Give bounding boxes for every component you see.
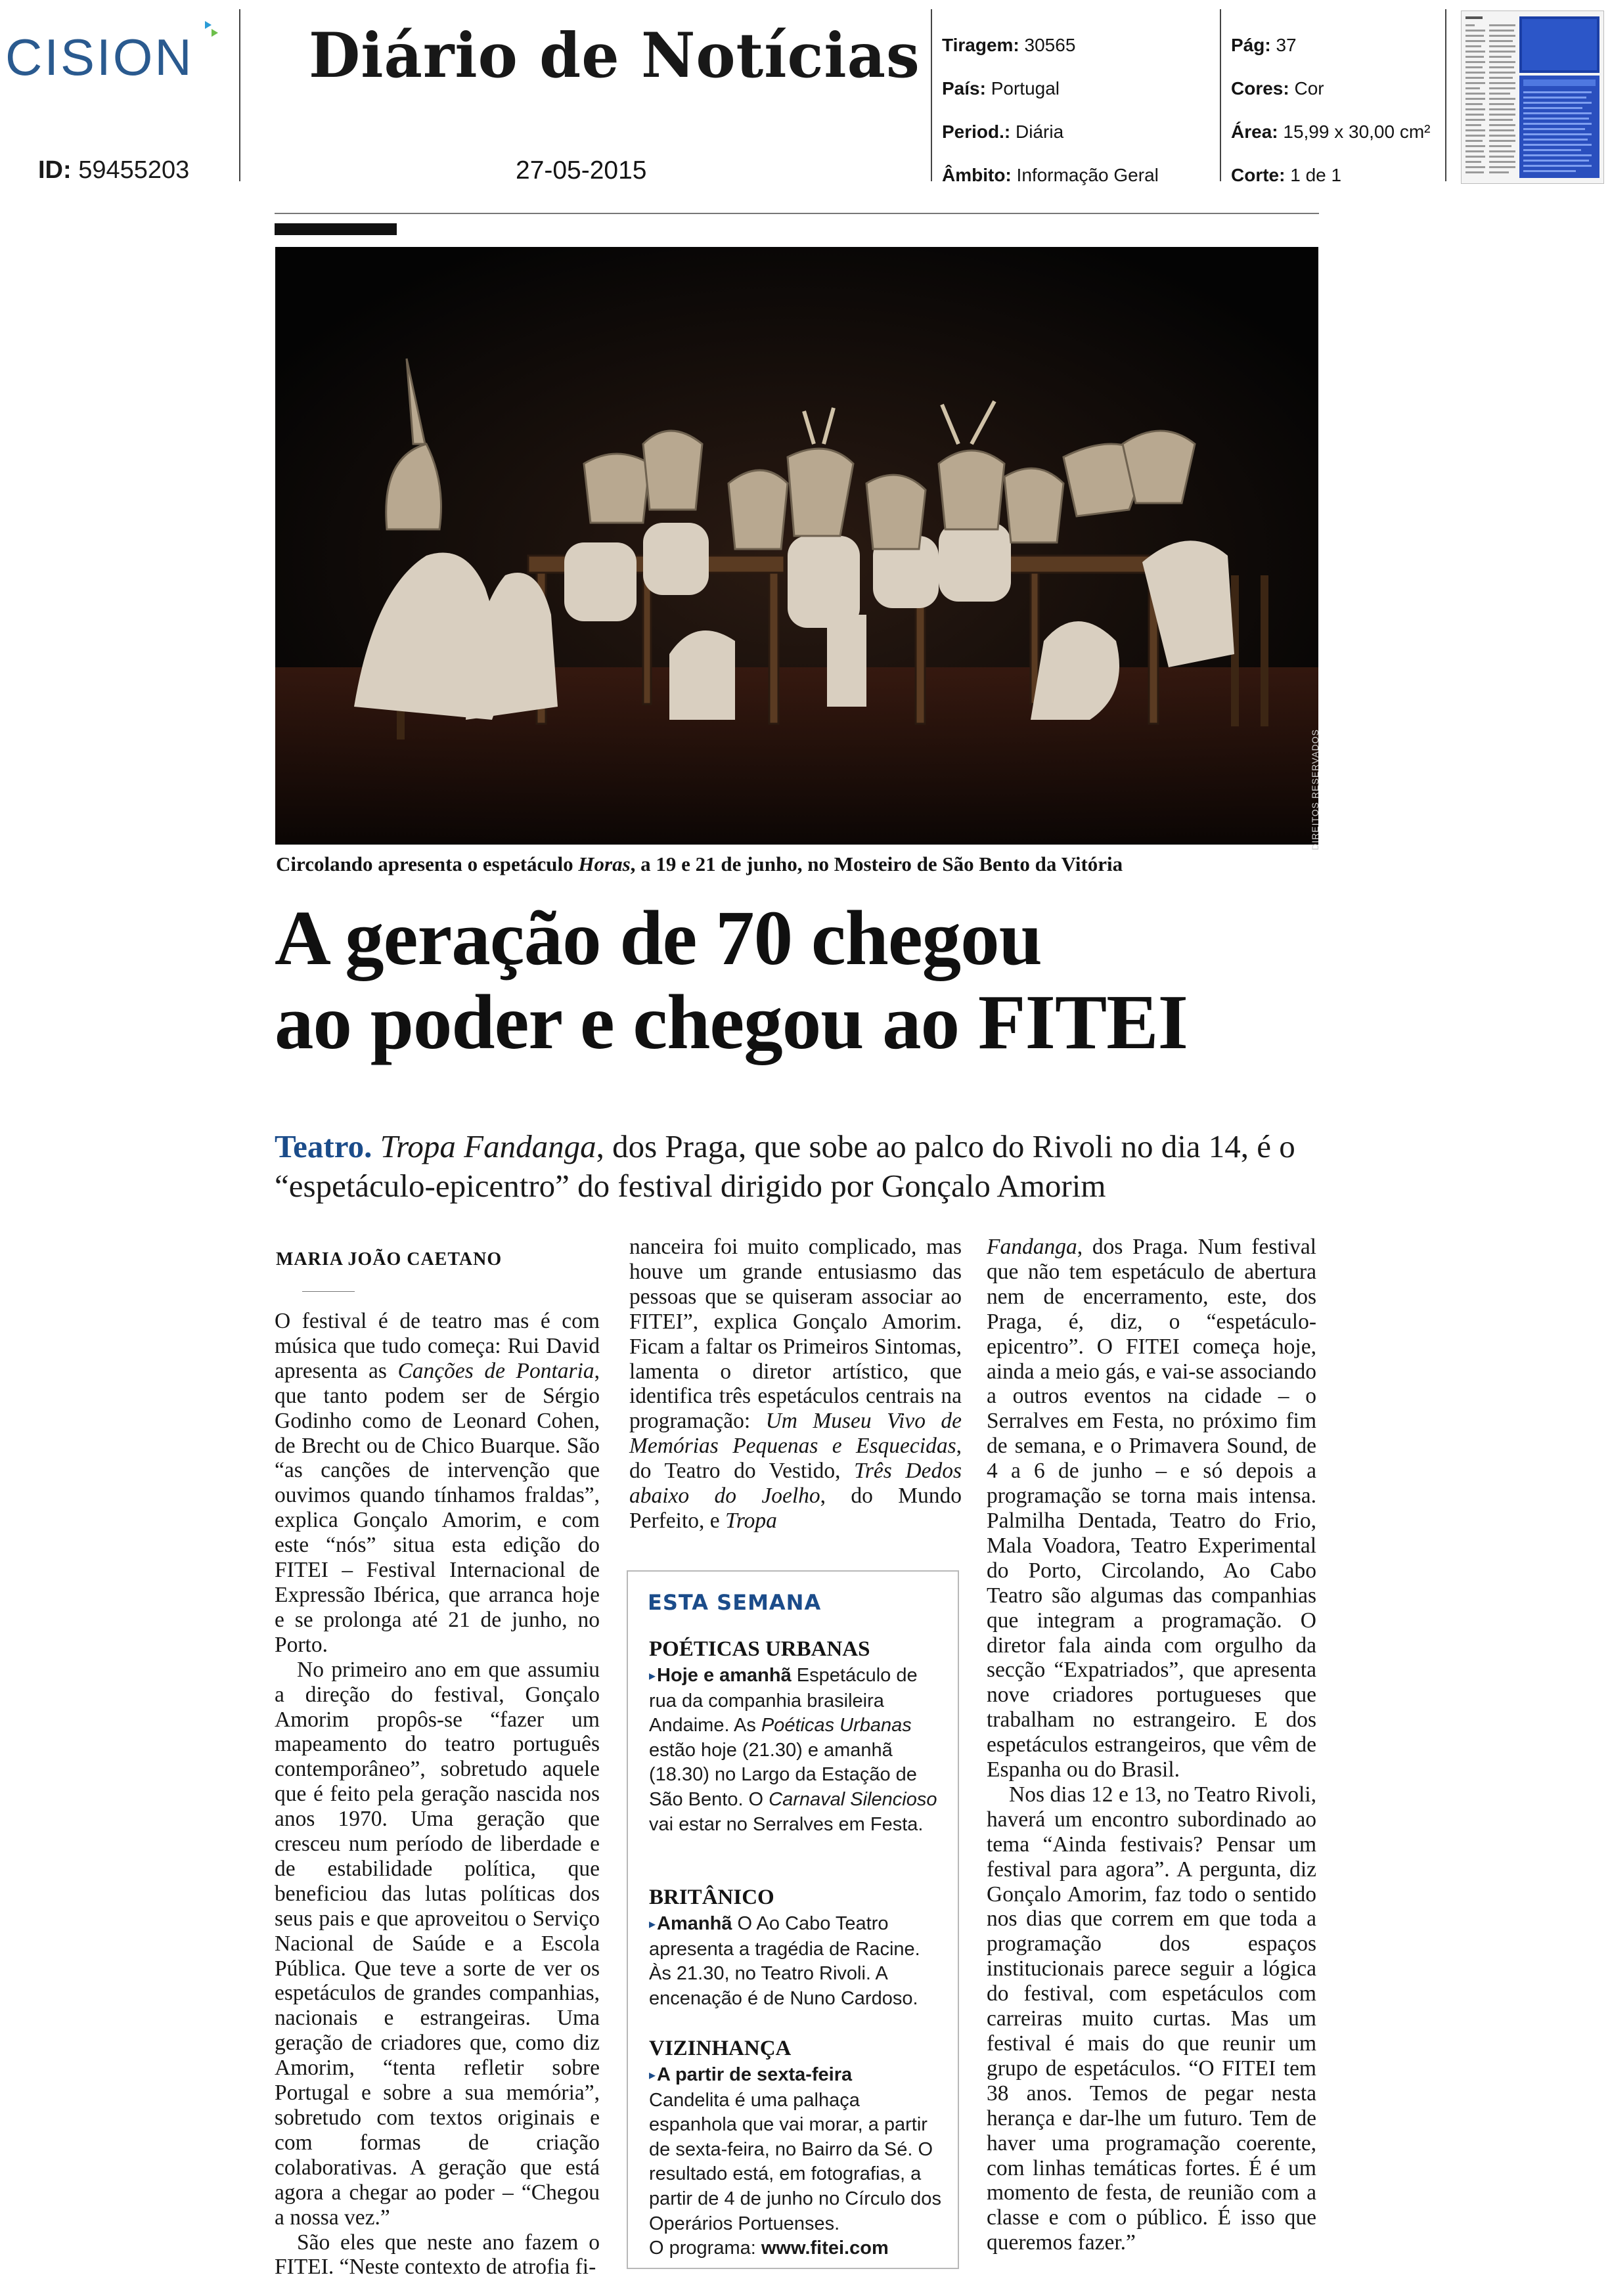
sidebar-program-link: O programa: www.fitei.com — [649, 2238, 889, 2259]
section-marker-bar — [275, 223, 397, 235]
article-column-1 — [275, 1309, 600, 2280]
id-value: 59455203 — [78, 156, 190, 184]
page-rule — [275, 213, 1319, 214]
triangle-bullet-icon: ▸ — [649, 1917, 656, 1932]
header-divider — [1220, 9, 1221, 181]
paragraph: No primeiro ano em que assumiu a direção do festival, Gonçalo Amorim propôs-se “fazer um mapeamento do teatro português contemporâneo”, sobretudo aquele que é feito pela geração nascida nos anos 1970. Uma geração que cresceu num período de liberdade e de estabilidade política, que beneficiou das lutas políticas dos seus pais e que aproveitou o Serviço Nacional de Saúde e a Escola Pública. Que teve a sorte de ver os espetáculos de grandes companhias, nacionais e estrangeiras. Uma geração de criadores que, como diz Amorim, “tenta refletir sobre Portugal e sobre a sua memória”, sobretudo com textos originais e com formas de criação colaborativas. A geração que está agora a chegar ao poder – “Chegou a nossa vez.” — [275, 1657, 600, 2230]
headline-line: ao poder e chegou ao FITEI — [275, 979, 1188, 1065]
page-thumbnail — [1461, 11, 1604, 184]
article-column-3 — [987, 1235, 1316, 2255]
sidebar-item-vizinhanca — [649, 2034, 946, 2261]
sidebar-item-lead: ▸A partir de sexta-feira — [649, 2064, 853, 2085]
paragraph: nanceira foi muito complicado, mas houve um grande entusiasmo das pessoas que se quiseram associar ao FITEI”, explica Gonçalo Amorim. Ficam a faltar os Primeiros Sintomas, lamenta o diretor artístico, que identifica três espetáculos centrais na programação: Um Museu Vivo de Memórias Pequenas e Esquecidas, do Teatro do Vestido, Três Dedos abaixo do Joelho, do Mundo Perfeito, e Tropa — [629, 1235, 962, 1533]
paragraph: Fandanga, dos Praga. Num festival que não tem espetáculo de abertura nem de encerramento, este, dos Praga, é, diz, o “espetáculo-epicentro”. O FITEI começa hoje, ainda a meio gás, e vai-se associando a outros eventos na cidade – o Serralves em Festa, no próximo fim de semana, e o Primavera Sound, de 4 a 6 de junho – e só depois a programação se torna mais intensa. Palmilha Dentada, Teatro do Frio, Mala Voadora, Teatro Experimental do Porto, Circolando, Ao Cabo Teatro são algumas das companhias que integram a programação. O diretor fala ainda com orgulho da secção “Expatriados”, que apresenta nove criadores portugueses que trabalham no estrangeiro. E dos espetáculos estrangeiros, que vêm de Espanha ou do Brasil. — [987, 1235, 1316, 1782]
meta-pais: País: Portugal — [942, 78, 1060, 99]
paragraph: Nos dias 12 e 13, no Teatro Rivoli, haverá um encontro subordinado ao tema “Ainda festivais? Pensar um festival para agora”. A pergunta, diz Gonçalo Amorim, faz todo o sentido nos dias que correm em que toda a programação dos espaços institucionais parece seguir a lógica do festival, com espetáculos com carreiras muito curtas. Mas um festival é mais do que reunir um grupo de espetáculos. “O FITEI tem 38 anos. Temos de pegar nesta herança e dar-lhe um futuro. Tem de haver uma programação coerente, com linhas temáticas fortes. É é um momento de festa, de reunião com a classe e com o público. É isso que queremos fazer.” — [987, 1782, 1316, 2255]
byline-rule — [302, 1291, 355, 1292]
sidebar-item-heading: VIZINHANÇA — [649, 2037, 792, 2060]
meta-periodicidade: Period.: Diária — [942, 121, 1064, 142]
triangle-bullet-icon: ▸ — [649, 1669, 656, 1683]
triangle-bullet-icon: ▸ — [649, 2068, 656, 2083]
meta-cores: Cores: Cor — [1231, 78, 1324, 99]
publication-masthead: Diário de Notícias — [309, 20, 920, 92]
article-headline — [275, 896, 1326, 1064]
cision-logo-text: CISION — [5, 28, 194, 86]
program-url: www.fitei.com — [761, 2238, 889, 2259]
esta-semana-box — [627, 1570, 959, 2269]
cision-mark-icon — [204, 21, 219, 41]
id-label: ID: — [38, 156, 72, 184]
publication-date: 27-05-2015 — [516, 156, 647, 185]
sidebar-item-heading: BRITÂNICO — [649, 1886, 774, 1909]
byline: MARIA JOÃO CAETANO — [276, 1249, 503, 1269]
sidebar-item-text: Candelita é uma palhaça espanhola que vai morar, a partir de sexta-feira, no Bairro da Sé. O resultado está, em fotografias, a partir de 4 de junho no Círculo dos Operários Portuenses. — [649, 2089, 941, 2234]
article-standfirst — [275, 1127, 1326, 1206]
cision-logo — [5, 28, 194, 87]
sidebar-item-britanico — [649, 1883, 946, 2011]
sidebar-item-text: ▸Amanhã O Ao Cabo Teatro apresenta a tragédia de Racine. Às 21.30, no Teatro Rivoli. A encenação é de Nuno Cardoso. — [649, 1913, 920, 2009]
header-divider — [239, 9, 240, 181]
photo-caption: Circolando apresenta o espetáculo Horas, a 19 e 21 de junho, no Mosteiro de São Bento da Vitória — [276, 852, 1123, 875]
headline-line: A geração de 70 chegou — [275, 894, 1042, 981]
article-photo — [275, 247, 1318, 845]
standfirst-text: , dos Praga, que sobe ao palco do Rivoli no dia 14, é o “espetáculo-epicentro” do festival dirigido por Gonçalo Amorim — [275, 1128, 1295, 1204]
standfirst-title: Tropa Fandanga — [380, 1128, 596, 1164]
header-divider — [1445, 9, 1446, 181]
meta-corte: Corte: 1 de 1 — [1231, 165, 1342, 185]
clipping-id — [38, 156, 189, 185]
sidebar-item-poeticas-urbanas — [649, 1635, 946, 1837]
paragraph: São eles que neste ano fazem o FITEI. “Neste contexto de atrofia fi- — [275, 2230, 600, 2280]
paragraph: O festival é de teatro mas é com música que tudo começa: Rui David apresenta as Canções de Pontaria, que tanto podem ser de Sérgio Godinho como de Leonard Cohen, de Brecht ou de Chico Buarque. São “as canções de intervenção que ouvimos quando tínhamos fraldas”, explica Gonçalo Amorim, e com este “nós” situa esta edição do FITEI – Festival Internacional de Expressão Ibérica, que arranca hoje e se prolonga até 21 de junho, no Porto. — [275, 1309, 600, 1657]
page-thumbnail-image — [1462, 11, 1603, 183]
meta-left — [942, 24, 1159, 197]
photo-credit: DIREITOS RESERVADOS — [1310, 729, 1320, 850]
article-column-2 — [629, 1235, 962, 1534]
meta-tiragem: Tiragem: 30565 — [942, 35, 1076, 55]
sidebar-title: ESTA SEMANA — [648, 1590, 822, 1615]
meta-pagina: Pág: 37 — [1231, 35, 1297, 55]
theatre-scene-image — [275, 247, 1318, 845]
sidebar-item-text: ▸Hoje e amanhã Espetáculo de rua da companhia brasileira Andaime. As Poéticas Urbanas estão hoje (21.30) e amanhã (18.30) no Largo da Estação de São Bento. O Carnaval Silencioso vai estar no Serralves em Festa. — [649, 1665, 937, 1835]
header-divider — [931, 9, 932, 181]
meta-right — [1231, 24, 1431, 197]
meta-ambito: Âmbito: Informação Geral — [942, 165, 1159, 185]
meta-area: Área: 15,99 x 30,00 cm² — [1231, 121, 1431, 142]
section-kicker: Teatro. — [275, 1128, 372, 1164]
sidebar-item-heading: POÉTICAS URBANAS — [649, 1637, 870, 1661]
